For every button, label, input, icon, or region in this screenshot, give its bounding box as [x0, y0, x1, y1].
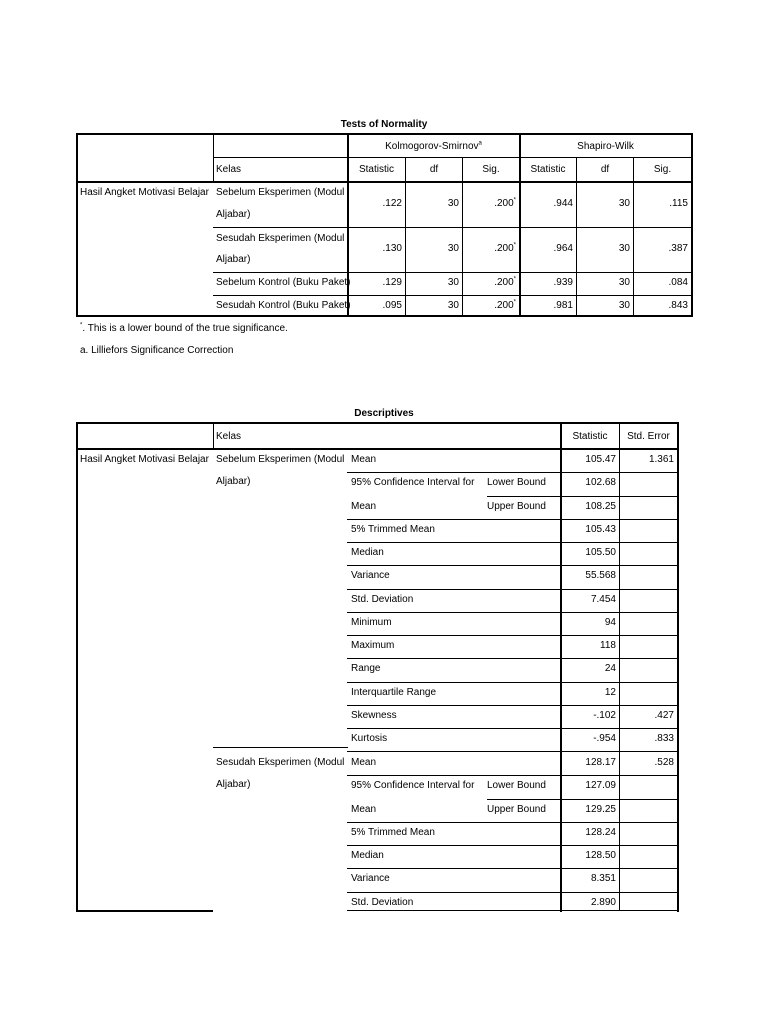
sw-sig-header: Sig.: [653, 164, 672, 175]
statistic-value: 128.17: [585, 757, 616, 768]
kelas-header: Kelas: [216, 431, 242, 442]
statistic-value: 24: [604, 663, 616, 674]
sw-df-cell: 30: [618, 277, 630, 288]
row-divider: [347, 845, 678, 846]
statistic-label: 95% Confidence Interval for: [351, 477, 475, 488]
bound-label: Upper Bound: [487, 804, 546, 815]
kelas-cell: Sebelum Eksperimen (Modul: [216, 187, 345, 198]
ks-sig-header: Sig.: [482, 164, 500, 175]
row-divider: [487, 799, 678, 800]
kelas-cell: Sebelum Kontrol (Buku Paket): [216, 277, 351, 288]
ks-statistic-cell: .095: [382, 300, 402, 311]
ks-sig-cell: .200*: [494, 299, 516, 311]
row-divider: [347, 775, 678, 776]
bound-label: Lower Bound: [487, 477, 546, 488]
statistic-label: Variance: [351, 873, 390, 884]
ks-df-cell: 30: [447, 277, 459, 288]
ks-df-cell: 30: [447, 198, 459, 209]
row-divider: [347, 658, 678, 659]
statistic-label: Kurtosis: [351, 733, 388, 744]
row-divider: [347, 892, 678, 893]
row-divider: [347, 542, 678, 543]
statistic-label: Maximum: [351, 640, 395, 651]
ks-statistic-cell: .122: [382, 198, 402, 209]
statistic-value: -.102: [593, 710, 616, 721]
ks-sig-cell: .200*: [494, 242, 516, 254]
sw-df-header: df: [600, 164, 610, 175]
statistic-value: 105.50: [585, 547, 616, 558]
sw-statistic-cell: .964: [553, 243, 573, 254]
std-error-value: .427: [654, 710, 674, 721]
ks-statistic-cell: .129: [382, 277, 402, 288]
statistic-value: 8.351: [590, 873, 616, 884]
row-divider: [347, 612, 678, 613]
statistic-label: Mean: [351, 454, 377, 465]
sw-sig-cell: .115: [669, 198, 688, 209]
ks-sig-cell: .200*: [494, 197, 516, 209]
statistic-value: 105.47: [585, 454, 616, 465]
row-divider: [347, 589, 678, 590]
statistic-value: 94: [604, 617, 616, 628]
statistic-value: 7.454: [590, 594, 616, 605]
statistic-label: Variance: [351, 570, 390, 581]
std-error-value: 1.361: [648, 454, 674, 465]
group-kelas-label: Aljabar): [216, 779, 251, 790]
statistic-value: 129.25: [585, 804, 616, 815]
std-error-value: .528: [654, 757, 674, 768]
sw-sig-cell: .084: [668, 277, 688, 288]
descriptives-title: Descriptives: [354, 408, 414, 419]
statistic-header: Statistic: [572, 431, 608, 442]
statistic-label: Mean: [351, 757, 377, 768]
group-kelas-label: Aljabar): [216, 476, 251, 487]
row-divider: [347, 728, 678, 729]
statistic-value: 102.68: [585, 477, 616, 488]
statistic-label: Mean: [351, 501, 377, 512]
variable-label: Hasil Angket Motivasi Belajar: [80, 187, 209, 198]
group-kelas-label: Sesudah Eksperimen (Modul: [216, 757, 345, 768]
ks-df-cell: 30: [447, 300, 459, 311]
sw-df-cell: 30: [618, 243, 630, 254]
statistic-label: Std. Deviation: [351, 897, 414, 908]
sw-statistic-cell: .944: [553, 198, 573, 209]
statistic-label: Mean: [351, 804, 377, 815]
row-divider: [347, 635, 678, 636]
statistic-value: -.954: [593, 733, 616, 744]
kelas-header: Kelas: [216, 164, 242, 175]
kelas-cell: Sesudah Kontrol (Buku Paket): [216, 300, 351, 311]
statistic-label: Range: [351, 663, 381, 674]
variable-label: Hasil Angket Motivasi Belajar: [80, 454, 209, 465]
statistic-value: 118: [600, 640, 616, 651]
statistic-label: 5% Trimmed Mean: [351, 827, 435, 838]
sw-sig-cell: .387: [668, 243, 688, 254]
std-error-value: .833: [654, 733, 674, 744]
sw-sig-cell: .843: [668, 300, 688, 311]
row-divider: [347, 519, 678, 520]
footnote-lilliefors: a. Lilliefors Significance Correction: [80, 345, 234, 356]
ks-sig-cell: .200*: [494, 276, 516, 288]
normality-title: Tests of Normality: [340, 119, 428, 130]
row-divider: [347, 751, 678, 752]
ks-df-cell: 30: [447, 243, 459, 254]
statistic-label: 95% Confidence Interval for: [351, 780, 475, 791]
statistic-label: Interquartile Range: [351, 687, 437, 698]
row-divider: [347, 705, 678, 706]
statistic-label: 5% Trimmed Mean: [351, 524, 435, 535]
kelas-cell: Sesudah Eksperimen (Modul: [216, 233, 345, 244]
sw-statistic-cell: .981: [553, 300, 573, 311]
bound-label: Upper Bound: [487, 501, 546, 512]
statistic-value: 12: [604, 687, 616, 698]
ks-statistic-cell: .130: [382, 243, 402, 254]
statistic-label: Std. Deviation: [351, 594, 414, 605]
ks-group-header: Kolmogorov-Smirnov$^a$: [385, 140, 482, 152]
statistic-label: Median: [351, 547, 384, 558]
ks-df-header: df: [429, 164, 439, 175]
statistic-value: 2.890: [590, 897, 616, 908]
statistic-label: Minimum: [351, 617, 392, 628]
kelas-cell: Aljabar): [216, 209, 251, 220]
statistic-label: Skewness: [351, 710, 397, 721]
sw-statistic-cell: .939: [553, 277, 573, 288]
ks-statistic-header: Statistic: [358, 164, 394, 175]
sw-statistic-header: Statistic: [530, 164, 566, 175]
footnote-lower-bound: *. This is a lower bound of the true significance.: [80, 322, 288, 334]
row-divider: [347, 472, 678, 473]
statistic-value: 128.50: [585, 850, 616, 861]
statistic-value: 128.24: [585, 827, 616, 838]
statistic-label: Median: [351, 850, 384, 861]
sw-group-header: Shapiro-Wilk: [577, 141, 634, 152]
std-error-header: Std. Error: [627, 431, 670, 442]
statistic-value: 105.43: [585, 524, 616, 535]
row-divider: [347, 565, 678, 566]
group-kelas-label: Sebelum Eksperimen (Modul: [216, 454, 345, 465]
row-divider: [347, 682, 678, 683]
bound-label: Lower Bound: [487, 780, 546, 791]
statistic-value: 55.568: [585, 570, 616, 581]
statistic-value: 127.09: [585, 780, 616, 791]
statistic-value: 108.25: [585, 501, 616, 512]
row-divider: [487, 496, 678, 497]
row-divider: [347, 868, 678, 869]
sw-df-cell: 30: [618, 300, 630, 311]
row-divider: [347, 822, 678, 823]
kelas-cell: Aljabar): [216, 254, 251, 265]
sw-df-cell: 30: [618, 198, 630, 209]
